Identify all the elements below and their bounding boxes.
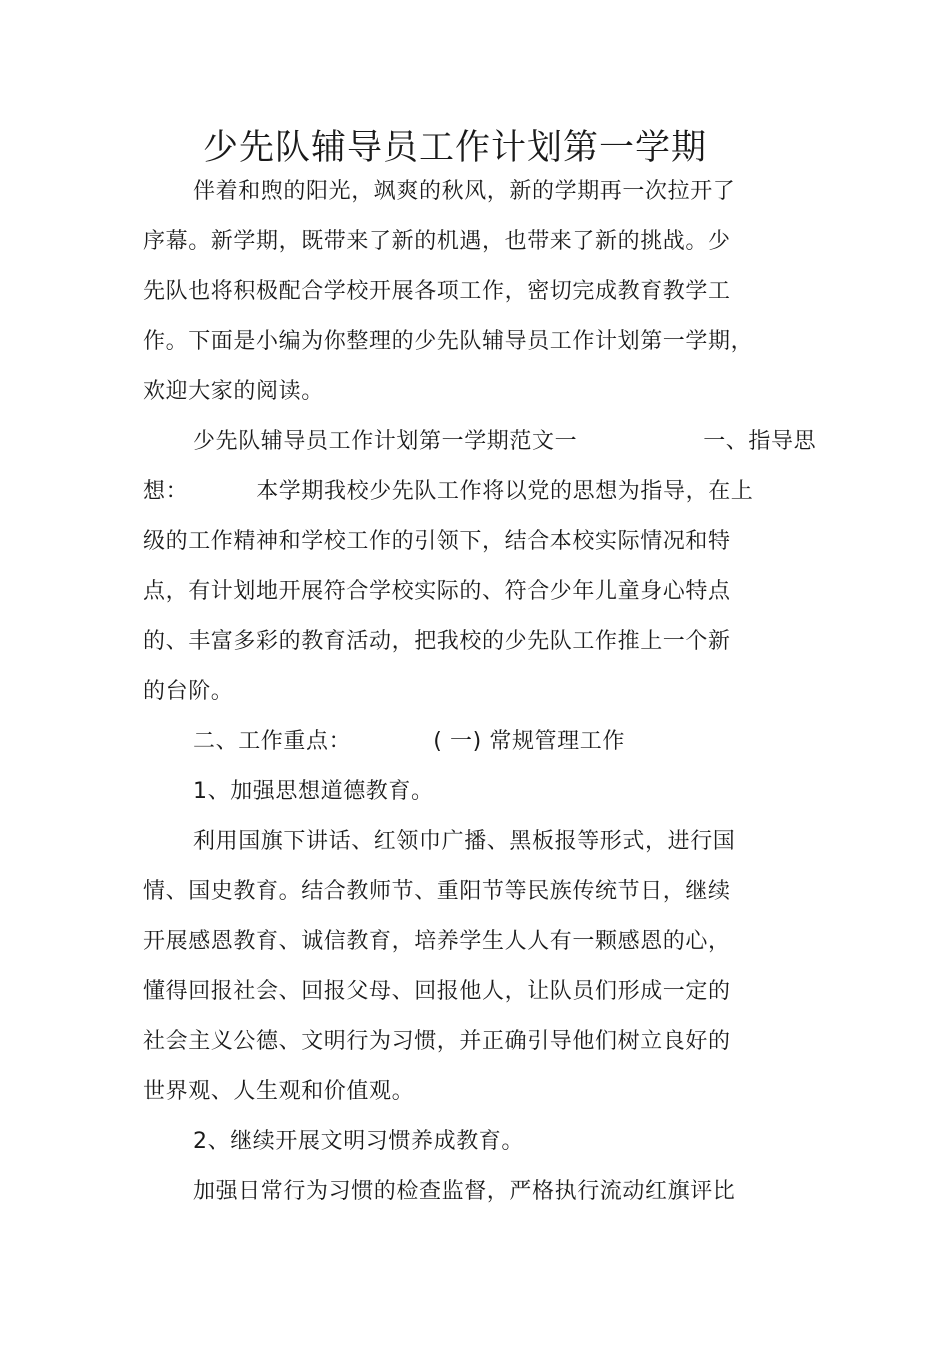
paragraph-line — [143, 478, 753, 506]
guiding-text: 本学期我校少先队工作将以党的思想为指导，在上 — [256, 479, 754, 504]
paragraph-line: 先队也将积极配合学校开展各项工作，密切完成教育教学工 — [143, 279, 731, 304]
section-heading — [193, 428, 816, 456]
routine-heading: ( 一) 常规管理工作 — [433, 729, 625, 754]
paragraph-line: 序幕。新学期，既带来了新的机遇，也带来了新的挑战。少 — [143, 229, 731, 254]
paragraph-line: 伴着和煦的阳光，飒爽的秋风，新的学期再一次拉开了 — [193, 179, 736, 204]
paragraph-line: 利用国旗下讲话、红领巾广播、黑板报等形式，进行国 — [193, 829, 736, 854]
paragraph-line: 情、国史教育。结合教师节、重阳节等民族传统节日，继续 — [143, 879, 731, 904]
focus-heading: 二、工作重点： — [193, 729, 352, 754]
paragraph-line: 加强日常行为习惯的检查监督，严格执行流动红旗评比 — [193, 1179, 736, 1204]
paragraph-line: 的台阶。 — [143, 679, 234, 704]
paragraph-line: 社会主义公德、文明行为习惯，并正确引导他们树立良好的 — [143, 1029, 731, 1054]
paragraph-line: 世界观、人生观和价值观。 — [143, 1079, 415, 1104]
paragraph-line: 的、丰富多彩的教育活动，把我校的少先队工作推上一个新 — [143, 629, 731, 654]
paragraph-line: 作。下面是小编为你整理的少先队辅导员工作计划第一学期， — [143, 329, 754, 354]
section-heading — [193, 728, 625, 756]
paragraph-line: 懂得回报社会、回报父母、回报他人，让队员们形成一定的 — [143, 979, 731, 1004]
sample-heading: 少先队辅导员工作计划第一学期范文一 — [193, 429, 578, 454]
paragraph-line: 欢迎大家的阅读。 — [143, 379, 324, 404]
guiding-heading-start: 一、指导思 — [703, 429, 817, 454]
paragraph-line: 点，有计划地开展符合学校实际的、符合少年儿童身心特点 — [143, 579, 731, 604]
guiding-heading-end: 想： — [143, 479, 189, 504]
item-heading: 1、加强思想道德教育。 — [193, 779, 434, 804]
paragraph-line: 开展感恩教育、诚信教育，培养学生人人有一颗感恩的心， — [143, 929, 731, 954]
item-heading: 2、继续开展文明习惯养成教育。 — [193, 1129, 524, 1154]
document-title: 少先队辅导员工作计划第一学期 — [202, 128, 707, 168]
paragraph-line: 级的工作精神和学校工作的引领下，结合本校实际情况和特 — [143, 529, 731, 554]
